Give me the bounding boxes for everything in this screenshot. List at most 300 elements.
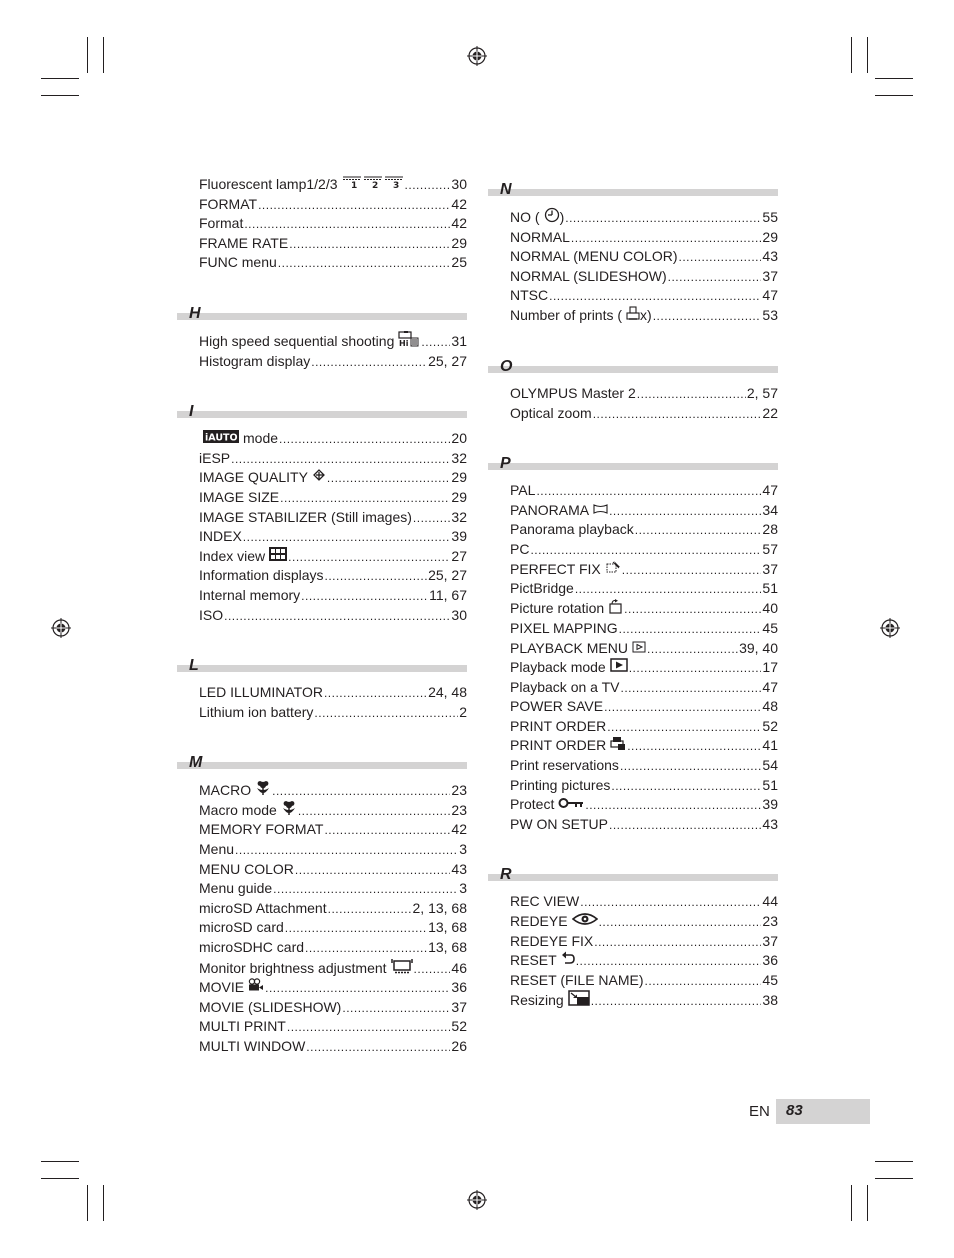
entry-label-group	[199, 547, 287, 566]
entry-label: NORMAL	[510, 228, 570, 245]
page-number: 83	[786, 1102, 803, 1119]
leader-dots	[647, 640, 738, 659]
entry-label: Fluorescent lamp1/2/3	[199, 176, 338, 192]
high-speed-sequential-icon	[398, 331, 420, 352]
crop-mark	[87, 1185, 88, 1221]
leader-dots	[619, 620, 762, 639]
entry-label: High speed sequential shooting	[199, 332, 395, 349]
entry-label: FRAME RATE	[199, 234, 289, 251]
entry-label-group	[510, 404, 592, 423]
perfect-fix-icon	[605, 560, 621, 579]
entry-label-group	[199, 586, 300, 605]
entry-label-group	[199, 1037, 305, 1056]
entry-label: NO (	[510, 209, 540, 225]
index-entries	[177, 429, 467, 625]
index-entry	[510, 892, 778, 912]
entry-label-group	[510, 520, 634, 539]
leader-dots	[235, 841, 458, 860]
leader-dots	[328, 900, 412, 919]
leader-dots	[622, 561, 762, 580]
entry-label: PIXEL MAPPING	[510, 619, 618, 636]
leader-dots	[342, 999, 450, 1018]
entry-label: IMAGE STABILIZER (Still images)	[199, 508, 412, 525]
index-entry	[510, 306, 778, 326]
entry-label-group	[510, 501, 608, 520]
entry-label: MEMORY FORMAT	[199, 821, 324, 838]
section-letter: P	[500, 455, 511, 473]
leader-dots	[311, 353, 427, 372]
leader-dots	[585, 796, 761, 815]
entry-label: MOVIE (SLIDESHOW)	[199, 998, 342, 1015]
entry-pages: 48	[762, 698, 778, 715]
entry-label: IMAGE QUALITY	[199, 469, 308, 486]
entry-pages: 36	[451, 979, 467, 996]
entry-label-group	[199, 331, 420, 352]
index-entry	[510, 579, 778, 599]
entry-label-group	[510, 932, 593, 951]
entry-label: NTSC	[510, 287, 549, 304]
entry-pages: 41	[762, 737, 778, 754]
entry-label-suffix: )	[559, 209, 565, 225]
crop-mark	[851, 1185, 852, 1221]
entry-label: PRINT ORDER	[510, 717, 607, 734]
entry-label: PC	[510, 541, 530, 558]
entry-label-group	[199, 918, 284, 937]
entry-pages: 26	[451, 1038, 467, 1054]
index-entry	[510, 247, 778, 267]
leader-dots	[273, 880, 458, 899]
leader-dots	[413, 509, 451, 528]
entry-pages: 38	[762, 992, 778, 1009]
leader-dots	[414, 960, 451, 979]
entry-label: RESET	[510, 952, 557, 969]
entry-pages: 53	[762, 307, 778, 324]
index-entry	[199, 566, 467, 586]
entry-pages: 47	[762, 678, 778, 695]
entry-pages: 43	[762, 248, 778, 265]
entry-pages: 27	[451, 547, 467, 564]
leader-dots	[305, 939, 427, 958]
entry-label: Optical zoom	[510, 404, 592, 421]
entry-label-group	[199, 820, 323, 839]
index-entry	[199, 879, 467, 899]
entry-label-group	[199, 468, 326, 487]
entry-pages: 52	[762, 717, 778, 734]
index-entries	[488, 481, 778, 834]
crop-mark	[875, 1161, 913, 1162]
entry-label-group	[199, 899, 327, 918]
index-entry	[510, 520, 778, 540]
entry-pages: 42	[451, 215, 467, 232]
entry-label: MULTI PRINT	[199, 1018, 286, 1035]
panorama-icon	[593, 501, 608, 520]
entry-label: Format	[199, 215, 244, 232]
entry-label: Number of prints (	[510, 307, 623, 324]
iauto-icon	[203, 429, 239, 448]
leader-dots	[565, 209, 761, 228]
leader-dots	[421, 333, 450, 352]
entry-label-group	[199, 780, 271, 800]
entry-label-group	[510, 776, 610, 795]
section-header-bar	[177, 665, 467, 672]
index-entry	[510, 228, 778, 248]
index-entry	[510, 756, 778, 776]
entry-pages: 29	[451, 234, 467, 251]
entry-label: REC VIEW	[510, 893, 580, 910]
entry-pages: 25, 27	[428, 352, 467, 369]
index-entry	[199, 998, 467, 1018]
entry-label-group	[199, 527, 242, 546]
entry-label: REDEYE FIX	[510, 932, 594, 949]
index-entry	[510, 697, 778, 717]
section-letter: O	[500, 358, 513, 376]
entry-pages: 43	[762, 815, 778, 832]
leader-dots	[324, 684, 427, 703]
entry-pages: 57	[762, 541, 778, 558]
index-entry	[510, 717, 778, 737]
crop-mark	[875, 1178, 913, 1179]
entry-label: POWER SAVE	[510, 698, 604, 715]
entry-label: Print reservations	[510, 757, 619, 774]
index-entries	[488, 384, 778, 423]
entry-pages: 23	[451, 781, 467, 798]
index-column-right	[488, 175, 778, 1011]
playback-mode-icon	[610, 658, 628, 677]
index-entry	[199, 468, 467, 488]
crop-mark	[103, 1185, 104, 1221]
entry-pages: 51	[762, 580, 778, 597]
reset-icon	[561, 951, 575, 970]
index-entry	[199, 978, 467, 998]
entry-label-group	[199, 703, 313, 722]
print-order-icon	[610, 736, 626, 755]
index-entry	[199, 234, 467, 254]
index-entry	[199, 586, 467, 606]
rotation-icon	[608, 599, 623, 619]
entry-label-group	[510, 384, 636, 403]
entry-label-group	[510, 892, 579, 911]
entry-pages: 46	[451, 959, 467, 976]
entry-label: PANORAMA	[510, 501, 590, 518]
index-entry	[199, 547, 467, 567]
index-entry	[199, 352, 467, 372]
crop-mark	[41, 95, 79, 96]
entry-label-group	[510, 619, 618, 638]
entry-label-group	[510, 481, 535, 500]
entry-pages: 44	[762, 893, 778, 910]
leader-dots	[258, 196, 450, 215]
entry-pages: 11, 67	[429, 586, 467, 603]
entry-pages: 29	[762, 228, 778, 245]
leader-dots	[594, 933, 761, 952]
entry-label: Resizing	[510, 992, 564, 1009]
section-header-bar	[488, 189, 778, 196]
entry-pages: 17	[762, 659, 778, 676]
leader-dots	[645, 972, 762, 991]
leader-dots	[604, 698, 761, 717]
section-header	[177, 748, 467, 772]
entry-label-group	[510, 912, 598, 931]
index-entry	[199, 820, 467, 840]
entry-label-group	[199, 352, 310, 371]
entry-label: microSD Attachment	[199, 899, 327, 916]
section-header-bar	[177, 762, 467, 769]
index-entry	[199, 899, 467, 919]
section-letter: L	[189, 657, 199, 675]
index-entry	[199, 918, 467, 938]
section-letter: I	[189, 403, 194, 421]
leader-dots	[679, 248, 762, 267]
entry-pages: 3	[459, 841, 467, 858]
index-entry	[510, 540, 778, 560]
entry-label-group	[199, 253, 277, 272]
index-entry	[510, 599, 778, 619]
entry-pages: 23	[451, 801, 467, 818]
entry-label: NORMAL (SLIDESHOW)	[510, 267, 667, 284]
leader-dots	[637, 385, 746, 404]
entry-pages: 31	[451, 332, 467, 349]
entry-pages: 37	[762, 560, 778, 577]
crop-mark	[87, 37, 88, 73]
entry-pages: 40	[762, 600, 778, 617]
index-entry	[199, 508, 467, 528]
entry-label-group	[199, 449, 230, 468]
entry-label-group	[199, 683, 323, 702]
crop-mark	[103, 37, 104, 73]
index-entry	[199, 195, 467, 215]
entry-label-group	[199, 606, 223, 625]
entry-label: Index view	[199, 547, 266, 564]
leader-dots	[609, 816, 761, 835]
entry-pages: 2, 13, 68	[412, 899, 467, 916]
entry-label-group	[199, 234, 288, 253]
index-entry	[199, 703, 467, 723]
entry-label: MOVIE	[199, 979, 245, 996]
leader-dots	[288, 548, 450, 567]
index-entry	[199, 175, 467, 195]
entry-pages: 13, 68	[428, 939, 467, 956]
index-entry	[199, 840, 467, 860]
macro-flower-icon	[255, 780, 271, 800]
entry-pages: 37	[762, 267, 778, 284]
section-header	[177, 299, 467, 323]
entry-label: Menu	[199, 841, 235, 858]
entry-pages: 42	[451, 821, 467, 838]
index-entry	[199, 938, 467, 958]
index-entries	[177, 175, 467, 273]
leader-dots	[668, 268, 762, 287]
entry-pages: 51	[762, 776, 778, 793]
index-entry	[199, 488, 467, 508]
crop-mark	[875, 78, 913, 79]
entry-label-group	[199, 879, 272, 898]
entry-pages: 2, 57	[746, 385, 778, 402]
entry-pages: 22	[762, 404, 778, 421]
macro-flower-icon	[281, 800, 297, 820]
index-entry	[199, 214, 467, 234]
index-entry	[199, 958, 467, 979]
index-entries	[177, 780, 467, 1056]
entry-label-group	[510, 228, 570, 247]
index-entry	[510, 678, 778, 698]
leader-dots	[549, 287, 761, 306]
section-header	[488, 449, 778, 473]
entry-label-group	[199, 998, 341, 1017]
leader-dots	[576, 952, 762, 971]
crop-mark	[867, 37, 868, 73]
entry-label: LED ILLUMINATOR	[199, 684, 323, 701]
entry-label-group	[199, 1017, 286, 1036]
leader-dots	[301, 587, 428, 606]
entry-label: MULTI WINDOW	[199, 1038, 306, 1054]
leader-dots	[265, 979, 450, 998]
section-letter: R	[500, 866, 512, 884]
entry-pages: 47	[762, 482, 778, 499]
entry-label-group	[199, 958, 413, 979]
index-entry	[510, 912, 778, 932]
index-entry	[199, 683, 467, 703]
leader-dots	[279, 430, 450, 449]
crop-mark	[41, 1161, 79, 1162]
index-column-left	[177, 175, 467, 1057]
entry-pages: 23	[762, 913, 778, 930]
index-entry	[510, 951, 778, 971]
index-view-icon	[269, 547, 287, 566]
entry-label-group	[510, 815, 608, 834]
section-header	[488, 860, 778, 884]
index-entry	[199, 527, 467, 547]
leader-dots	[635, 521, 762, 540]
entry-label: Histogram display	[199, 352, 311, 369]
section-header-bar	[177, 313, 467, 320]
entry-label: Printing pictures	[510, 776, 611, 793]
index-entry	[510, 932, 778, 952]
index-entry	[510, 619, 778, 639]
fluorescent-lamp-icon	[342, 175, 404, 194]
section-header-bar	[177, 411, 467, 418]
entry-label: Playback mode	[510, 659, 606, 676]
leader-dots	[327, 469, 451, 488]
entry-pages: 2	[459, 703, 467, 720]
registration-mark-icon	[51, 618, 71, 638]
entry-label: PERFECT FIX	[510, 560, 601, 577]
index-entry	[510, 286, 778, 306]
entry-label-group	[510, 756, 619, 775]
index-entry	[510, 971, 778, 991]
entry-label-group	[510, 658, 628, 677]
entry-pages: 32	[451, 449, 467, 466]
index-entry	[199, 860, 467, 880]
entry-label: microSDHC card	[199, 939, 305, 956]
section-header	[177, 397, 467, 421]
leader-dots	[244, 215, 450, 234]
crop-mark	[41, 1178, 79, 1179]
entry-pages: 37	[762, 932, 778, 949]
entry-pages: 45	[762, 971, 778, 988]
index-entry	[199, 800, 467, 820]
entry-pages: 54	[762, 757, 778, 774]
svg-text:1: 1	[350, 181, 357, 189]
entry-label: Lithium ion battery	[199, 703, 314, 720]
leader-dots	[611, 777, 761, 796]
redeye-icon	[572, 912, 598, 931]
entry-pages: 25	[451, 254, 467, 271]
leader-dots	[653, 307, 762, 326]
entry-label-group	[199, 488, 279, 507]
leader-dots	[278, 254, 451, 273]
entry-label: mode	[243, 430, 279, 447]
registration-mark-icon	[467, 1190, 487, 1210]
section-header	[488, 175, 778, 199]
leader-dots	[575, 580, 762, 599]
registration-mark-icon	[880, 618, 900, 638]
index-entries	[177, 683, 467, 722]
entry-pages: 29	[451, 469, 467, 486]
entry-label-group	[199, 840, 234, 859]
clock-icon	[544, 207, 560, 228]
index-entry	[510, 990, 778, 1011]
entry-label: NORMAL (MENU COLOR)	[510, 248, 678, 265]
entry-label-group	[510, 286, 548, 305]
image-quality-icon	[312, 468, 326, 487]
leader-dots	[607, 718, 761, 737]
entry-label: Information displays	[199, 567, 324, 584]
entry-label-group	[510, 599, 623, 619]
entry-label-group	[199, 938, 304, 957]
index-entry	[199, 449, 467, 469]
entry-label-group	[510, 639, 646, 658]
entry-label-group	[199, 429, 278, 448]
leader-dots	[620, 757, 761, 776]
leader-dots	[280, 489, 450, 508]
leader-dots	[620, 679, 761, 698]
playback-menu-icon	[632, 639, 646, 658]
section-letter: H	[189, 304, 201, 322]
key-icon	[558, 795, 584, 814]
leader-dots	[287, 1018, 451, 1037]
print-icon	[626, 306, 640, 326]
entry-label-group	[199, 860, 294, 879]
entry-label: IMAGE SIZE	[199, 488, 280, 505]
entry-label-group	[510, 971, 644, 990]
entry-label: PW ON SETUP	[510, 815, 609, 832]
index-entry	[510, 639, 778, 659]
entry-label: INDEX	[199, 528, 242, 545]
index-entries	[177, 331, 467, 371]
entry-label: REDEYE	[510, 913, 568, 930]
section-letter: M	[189, 754, 203, 772]
index-entry	[199, 1017, 467, 1037]
index-entry	[199, 429, 467, 449]
entry-pages: 30	[451, 176, 467, 192]
language-label: EN	[749, 1103, 770, 1120]
entry-pages: 13, 68	[428, 919, 467, 936]
leader-dots	[324, 821, 450, 840]
index-entry	[199, 1037, 467, 1057]
entry-label: FORMAT	[199, 195, 258, 212]
entry-label: microSD card	[199, 919, 284, 936]
entry-pages: 25, 27	[428, 567, 467, 584]
entry-pages: 30	[451, 606, 467, 623]
crop-mark	[867, 1185, 868, 1221]
leader-dots	[314, 704, 458, 723]
index-entry	[510, 795, 778, 815]
entry-pages: 34	[762, 501, 778, 518]
section-letter: N	[500, 181, 512, 198]
section-header-bar	[488, 463, 778, 470]
index-entry	[510, 384, 778, 404]
entry-label-group	[510, 717, 606, 736]
